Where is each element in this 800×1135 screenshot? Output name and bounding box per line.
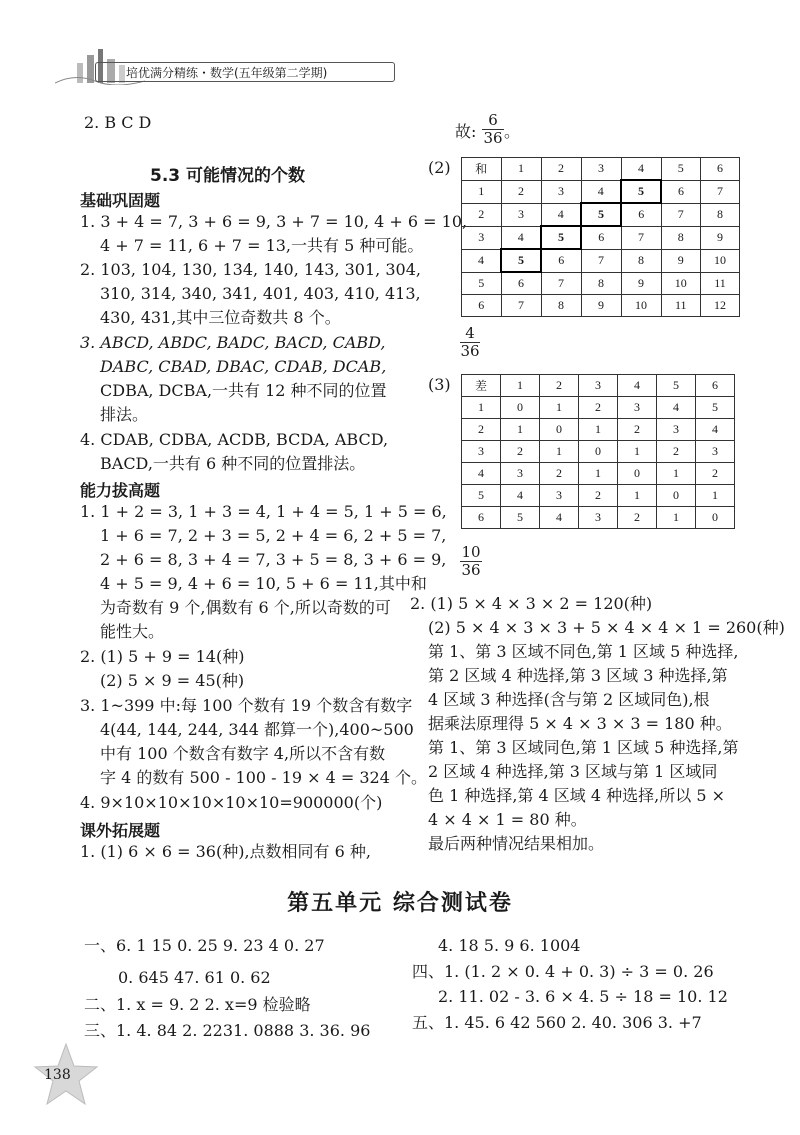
table-cell: 0 [618,463,657,485]
table-cell: 7 [701,180,740,203]
table-cell: 2 [657,441,696,463]
table-cell: 0 [696,507,735,529]
text-line: 4. CDAB, CDBA, ACDB, BCDA, ABCD, [80,430,389,449]
table-cell: 2 [501,441,540,463]
table-cell: 9 [661,249,701,272]
table-cell: 4 [657,397,696,419]
table-cell: 6 [541,249,581,272]
prev-answer: 2. B C D [84,113,152,132]
table-cell: 12 [701,295,740,317]
text-line: 1 + 6 = 7, 2 + 3 = 5, 2 + 4 = 6, 2 + 5 = 7, [100,526,447,545]
fraction-numerator: 6 [482,112,504,130]
text-line: 第 2 区域 4 种选择,第 3 区域 3 种选择,第 [428,666,728,685]
table-cell: 1 [501,158,541,181]
table-cell: 6 [621,203,661,226]
table-cell: 10 [661,272,701,295]
text-line: 色 1 种选择,第 4 区域 4 种选择,所以 5 × [428,786,725,805]
table-cell: 2 [579,397,618,419]
table-cell: 7 [581,249,621,272]
table-cell: 6 [501,272,541,295]
table-cell: 1 [462,180,502,203]
table-cell: 8 [661,226,701,249]
text-line: 2 + 6 = 8, 3 + 4 = 7, 3 + 5 = 8, 3 + 6 = 9, [100,550,447,569]
text-line: 2 区域 4 种选择,第 3 区域与第 1 区域同 [428,762,718,781]
table-cell: 1 [540,441,579,463]
part-label: (2) [428,158,451,177]
table-cell: 7 [661,203,701,226]
table-cell: 6 [581,226,621,249]
text-line: 2. 103, 104, 130, 134, 140, 143, 301, 304, [80,260,421,279]
fraction-1 [482,112,504,147]
table-cell: 5 [661,158,701,181]
table-row [462,295,740,317]
table-cell: 1 [657,507,696,529]
table-cell: 2 [579,485,618,507]
difference-table [461,374,735,529]
table-cell: 5 [462,485,501,507]
table-cell: 2 [462,419,501,441]
table-cell: 3 [501,203,541,226]
table-cell: 1 [618,441,657,463]
table-cell: 1 [501,419,540,441]
table-cell: 1 [579,463,618,485]
fraction-3 [460,544,482,579]
table-cell: 2 [541,158,581,181]
text-line: 中有 100 个数含有数字 4,所以不含有数 [100,744,386,763]
unit-test-title: 第五单元 综合测试卷 [287,891,513,916]
text-line: 据乘法原理得 5 × 4 × 3 × 3 = 180 种。 [428,714,732,733]
table-row [462,375,735,397]
table-cell: 0 [501,397,540,419]
section-title: 5.3 可能情况的个数 [150,166,306,186]
text-line: 二、1. x = 9. 2 2. x=9 检验略 [84,995,311,1014]
table-cell: 和 [462,158,502,181]
table-cell: 4 [462,249,502,272]
table-cell: 0 [657,485,696,507]
text-line: 能性大。 [100,622,165,641]
text-line: CDBA, DCBA,一共有 12 种不同的位置 [100,381,387,400]
fraction-denominator: 36 [461,561,481,579]
text-line: 4 × 4 × 1 = 80 种。 [428,810,587,829]
table-cell: 6 [462,507,501,529]
table-cell: 2 [618,419,657,441]
table-cell: 4 [581,180,621,203]
table-cell: 9 [701,226,740,249]
table-row [462,419,735,441]
text-line: 第 1、第 3 区域不同色,第 1 区域 5 种选择, [428,642,739,661]
table-cell: 1 [540,397,579,419]
table-row [462,249,740,272]
text-line: 排法。 [100,405,149,424]
text-line: 第 1、第 3 区域同色,第 1 区域 5 种选择,第 [428,738,739,757]
text-line: 字 4 的数有 500 - 100 - 19 × 4 = 324 个。 [100,768,427,787]
table-cell: 4 [540,507,579,529]
table-cell: 2 [540,463,579,485]
text-line: 3. 1~399 中:每 100 个数有 19 个数含有数字 [80,696,413,715]
table-cell: 8 [621,249,661,272]
table-cell: 11 [701,272,740,295]
table-cell: 4 [621,158,661,181]
table-cell: 1 [501,375,540,397]
fraction-2 [460,325,480,360]
text-line: 五、1. 45. 6 42 560 2. 40. 306 3. +7 [412,1013,702,1032]
text-line: 2. (1) 5 + 9 = 14(种) [80,647,245,666]
table-cell: 4 [696,419,735,441]
table-cell: 7 [621,226,661,249]
table-cell: 8 [581,272,621,295]
table-cell: 5 [501,249,541,272]
table-cell: 2 [501,180,541,203]
table-cell: 11 [661,295,701,317]
table-cell: 5 [696,397,735,419]
table-cell: 6 [462,295,502,317]
table-cell: 3 [462,441,501,463]
text-line: 3. ABCD, ABDC, BADC, BACD, CABD, [80,333,386,352]
table-cell: 6 [661,180,701,203]
text-line: 4. 9×10×10×10×10×10=900000(个) [80,793,383,812]
text-line: 2. (1) 5 × 4 × 3 × 2 = 120(种) [410,594,653,613]
conclusion-label: 故: [455,122,477,141]
text-line: 1. 1 + 2 = 3, 1 + 3 = 4, 1 + 4 = 5, 1 + 5 = 6, [80,502,447,521]
text-line: 1. (1) 6 × 6 = 36(种),点数相同有 6 种, [80,842,371,861]
fraction-denominator: 36 [483,129,503,147]
table-cell: 2 [696,463,735,485]
subheading-extension: 课外拓展题 [80,821,161,840]
sum-table [461,157,740,317]
fraction-numerator: 4 [460,325,480,343]
table-row [462,226,740,249]
text-line: 2. 11. 02 - 3. 6 × 4. 5 ÷ 18 = 10. 12 [438,987,728,1006]
subheading-basic: 基础巩固题 [80,191,161,210]
table-cell: 3 [541,180,581,203]
table-cell: 8 [701,203,740,226]
table-cell: 1 [618,485,657,507]
table-cell: 5 [541,226,581,249]
text-line: 三、1. 4. 84 2. 2231. 0888 3. 36. 96 [84,1021,371,1040]
table-cell: 5 [657,375,696,397]
text-line: 0. 645 47. 61 0. 62 [118,968,271,987]
text-line: 4 + 7 = 11, 6 + 7 = 13,一共有 5 种可能。 [100,236,424,255]
table-row [462,158,740,181]
table-row [462,272,740,295]
table-cell: 2 [618,507,657,529]
text-line: 1. 3 + 4 = 7, 3 + 6 = 9, 3 + 7 = 10, 4 + 6 = 10, [80,212,468,231]
book-title: 培优满分精练・数学(五年级第二学期) [95,62,395,82]
table-cell: 7 [501,295,541,317]
table-cell: 2 [540,375,579,397]
fraction-denominator: 36 [460,342,480,360]
table-cell: 3 [579,507,618,529]
table-cell: 3 [618,397,657,419]
text-line: 4(44, 144, 244, 344 都算一个),400~500 [100,720,414,739]
table-cell: 0 [579,441,618,463]
period-mark: 。 [504,122,521,141]
table-cell: 4 [462,463,501,485]
table-cell: 4 [618,375,657,397]
table-cell: 2 [462,203,502,226]
table-row [462,397,735,419]
table-cell: 3 [501,463,540,485]
table-row [462,463,735,485]
table-row [462,180,740,203]
table-cell: 8 [541,295,581,317]
table-cell: 6 [701,158,740,181]
text-line: 430, 431,其中三位奇数共 8 个。 [100,308,341,327]
text-line: 4. 18 5. 9 6. 1004 [438,936,581,955]
page-number: 138 [44,1067,71,1083]
table-cell: 5 [581,203,621,226]
table-cell: 7 [541,272,581,295]
text-line: (2) 5 × 9 = 45(种) [100,671,245,690]
table-row [462,507,735,529]
table-row [462,203,740,226]
table-cell: 9 [621,272,661,295]
table-cell: 3 [462,226,502,249]
table-cell: 10 [621,295,661,317]
table-cell: 3 [581,158,621,181]
table-cell: 4 [541,203,581,226]
table-row [462,485,735,507]
text-line: 4 区域 3 种选择(含与第 2 区域同色),根 [428,690,710,709]
text-line: (2) 5 × 4 × 3 × 3 + 5 × 4 × 4 × 1 = 260(种) [428,618,785,637]
table-cell: 差 [462,375,501,397]
table-cell: 6 [696,375,735,397]
table-cell: 3 [579,375,618,397]
table-cell: 0 [540,419,579,441]
table-cell: 1 [579,419,618,441]
fraction-numerator: 10 [461,543,481,561]
text-line: 四、1. (1. 2 × 0. 4 + 0. 3) ÷ 3 = 0. 26 [412,962,714,981]
table-cell: 10 [701,249,740,272]
table-cell: 5 [501,507,540,529]
table-cell: 4 [501,485,540,507]
table-cell: 5 [462,272,502,295]
subheading-advanced: 能力拔高题 [80,481,161,500]
table-cell: 1 [462,397,501,419]
text-line: 一、6. 1 15 0. 25 9. 23 4 0. 27 [84,936,325,955]
table-cell: 5 [621,180,661,203]
table-cell: 1 [696,485,735,507]
text-line: 310, 314, 340, 341, 401, 403, 410, 413, [100,284,421,303]
text-line: DABC, CBAD, DBAC, CDAB, DCAB, [100,357,387,376]
part-label: (3) [428,375,451,394]
text-line: BACD,一共有 6 种不同的位置排法。 [100,454,366,473]
table-cell: 1 [657,463,696,485]
table-cell: 9 [581,295,621,317]
text-line: 4 + 5 = 9, 4 + 6 = 10, 5 + 6 = 11,其中和 [100,574,427,593]
table-row [462,441,735,463]
table-cell: 3 [696,441,735,463]
text-line: 最后两种情况结果相加。 [428,834,605,853]
table-cell: 3 [657,419,696,441]
text-line: 为奇数有 9 个,偶数有 6 个,所以奇数的可 [100,598,391,617]
table-cell: 3 [540,485,579,507]
table-cell: 4 [501,226,541,249]
